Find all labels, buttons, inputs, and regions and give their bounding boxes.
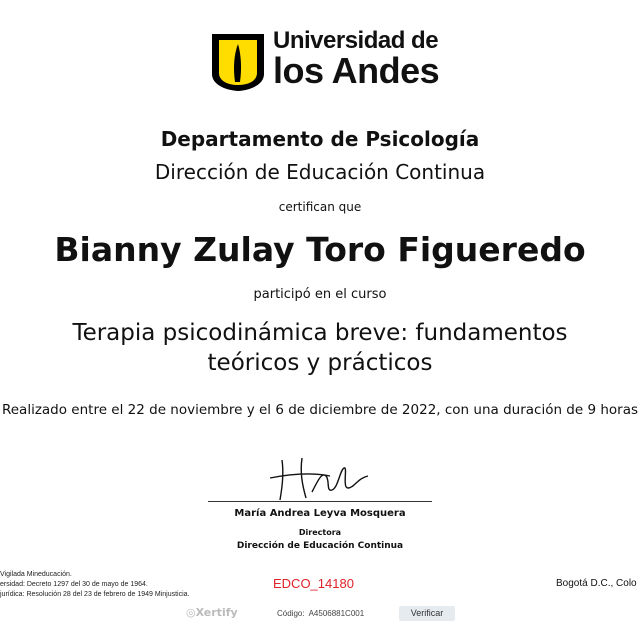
course-title-line2: teóricos y prácticos	[207, 350, 433, 376]
participated-text: participó en el curso	[253, 287, 387, 302]
recipient-name: Bianny Zulay Toro Figueredo	[54, 230, 586, 269]
legal-line: jurídica: Resolución 28 del 23 de febrero de 1949 Minjusticia.	[0, 591, 190, 598]
certificate-id: EDCO_14180	[273, 576, 354, 591]
verification-code: Código: A4506881C001	[277, 609, 365, 618]
department: Departamento de Psicología	[160, 127, 480, 151]
signature-line	[208, 501, 432, 502]
signature	[262, 452, 382, 504]
course-details: Realizado entre el 22 de noviembre y el 6 de diciembre de 2022, con una duración de 9 horas	[1, 402, 639, 418]
xertify-brand	[186, 606, 238, 619]
xertify-label: Xertify	[195, 606, 238, 619]
signer-unit: Dirección de Educación Continua	[236, 541, 404, 551]
legal-notes	[0, 570, 190, 600]
university-shield-logo	[210, 32, 266, 92]
place: Bogotá D.C., Colo	[556, 578, 637, 589]
verify-button[interactable]: Verificar	[399, 606, 455, 621]
legal-line: Vigilada Mineducación.	[0, 571, 72, 578]
course-title-line1: Terapia psicodinámica breve: fundamentos	[72, 320, 568, 346]
direction: Dirección de Educación Continua	[154, 160, 486, 184]
logo-line1: Universidad de	[273, 27, 439, 54]
logo-line2: los Andes	[273, 50, 440, 91]
signer-name: María Andrea Leyva Mosquera	[234, 508, 406, 519]
legal-line: ersidad: Decreto 1297 del 30 de mayo de 1964.	[0, 581, 148, 588]
certify-text: certifican que	[278, 200, 362, 214]
xertify-icon: ◎	[186, 606, 196, 619]
signer-role: Directora	[298, 528, 342, 537]
